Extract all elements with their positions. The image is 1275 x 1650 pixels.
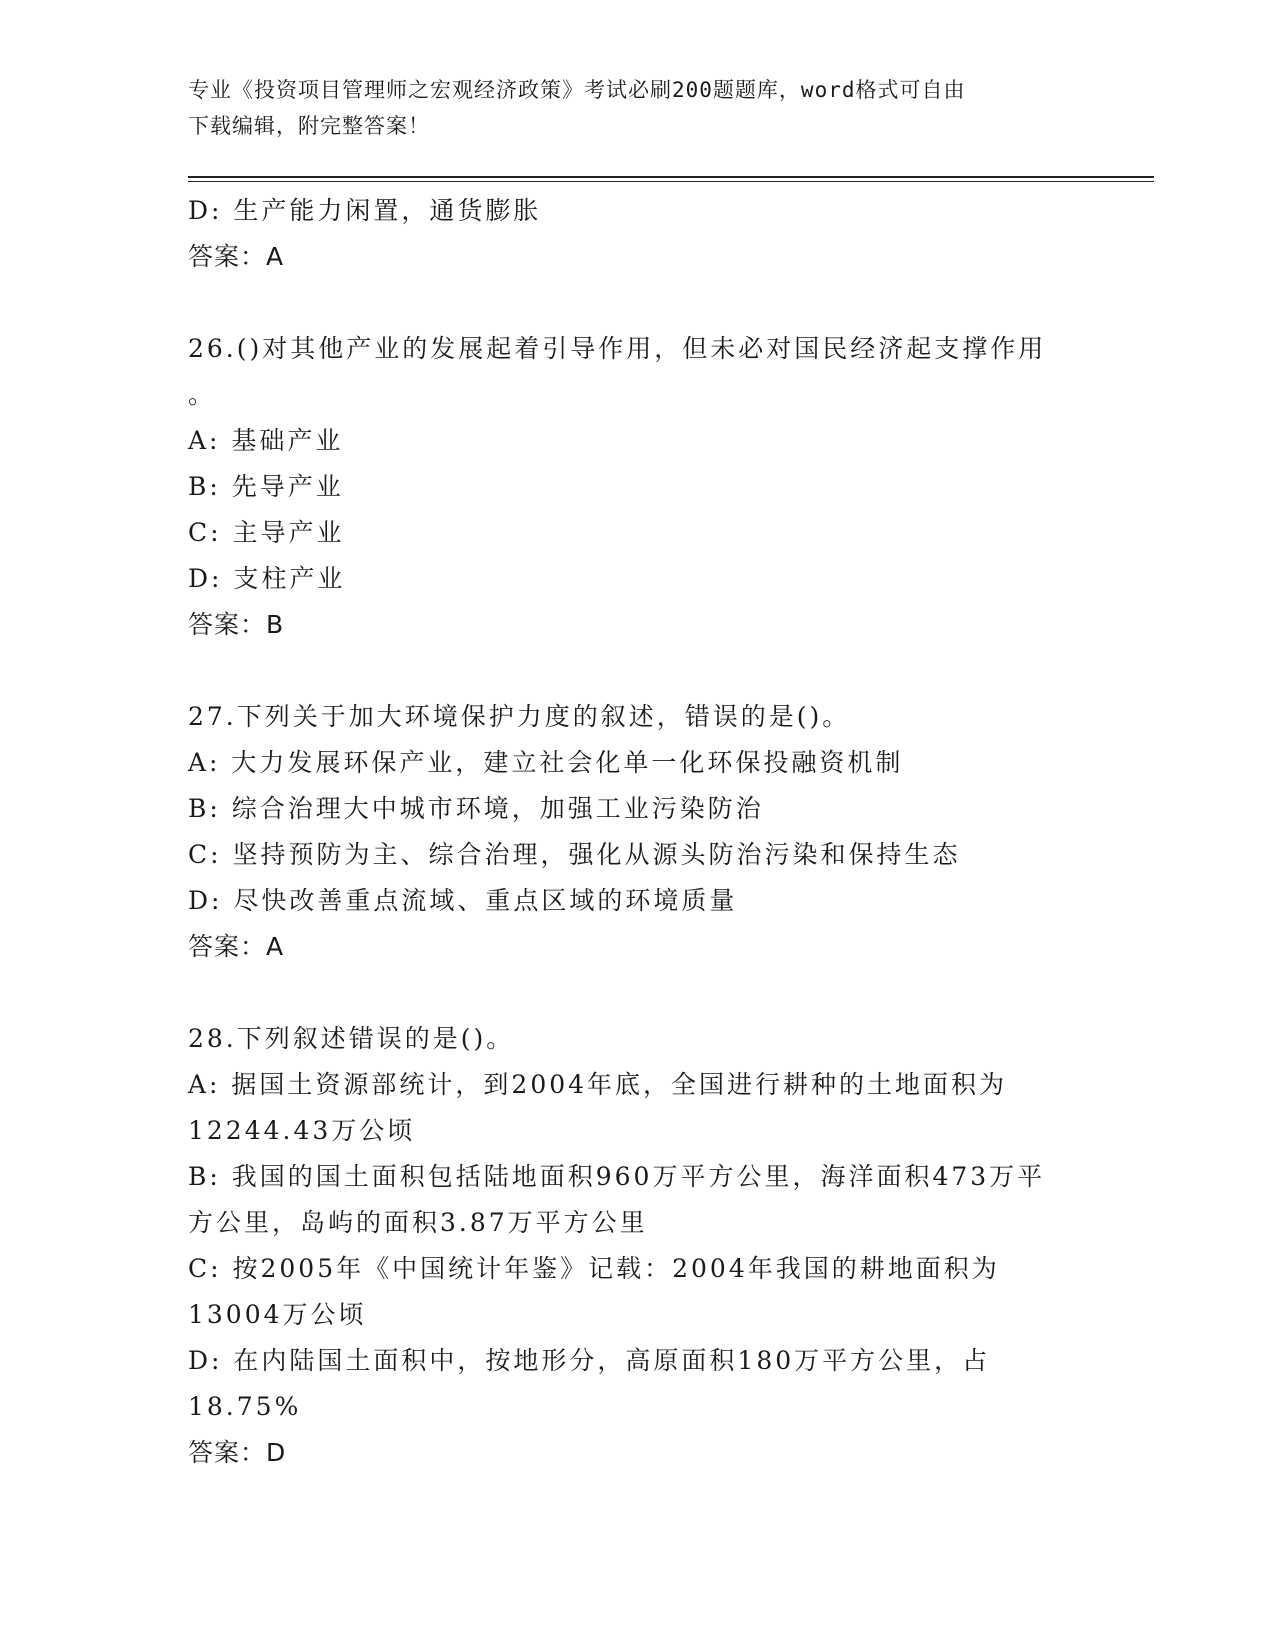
option-c-continuation: 13004万公顷 (188, 1300, 367, 1329)
option-a: A: 基础产业 (188, 426, 344, 455)
header-title-line-1: 专业《投资项目管理师之宏观经济政策》考试必刷200题题库，word格式可自由 (188, 78, 966, 102)
question-stem-continuation: 。 (188, 380, 217, 409)
spacer (188, 648, 1088, 694)
option-c: C: 主导产业 (188, 518, 345, 547)
question-26 (188, 326, 1088, 648)
option-d: D: 支柱产业 (188, 564, 346, 593)
question-stem: 28.下列叙述错误的是()。 (188, 1024, 515, 1053)
option-b: B: 先导产业 (188, 472, 344, 501)
question-content (188, 188, 1088, 1476)
option-d: D: 在内陆国土面积中，按地形分，高原面积180万平方公里，占 (188, 1346, 991, 1375)
option-c: C: 坚持预防为主、综合治理，强化从源头防治污染和保持生态 (188, 840, 961, 869)
question-stem: 27.下列关于加大环境保护力度的叙述，错误的是()。 (188, 702, 851, 731)
page-header (188, 72, 1088, 144)
option-b-continuation: 方公里，岛屿的面积3.87万平方公里 (188, 1208, 648, 1237)
spacer (188, 970, 1088, 1016)
answer-line: 答案：A (188, 242, 285, 271)
question-28 (188, 1016, 1088, 1476)
answer-line: 答案：B (188, 610, 285, 639)
option-d-continuation: 18.75% (188, 1392, 302, 1421)
option-a-continuation: 12244.43万公顷 (188, 1116, 416, 1145)
option-d: D: 尽快改善重点流域、重点区域的环境质量 (188, 886, 738, 915)
answer-line: 答案：D (188, 1438, 287, 1467)
option-d: D: 生产能力闲置，通货膨胀 (188, 196, 542, 225)
header-divider-thin (188, 181, 1154, 182)
option-b: B: 综合治理大中城市环境，加强工业污染防治 (188, 794, 764, 823)
spacer (188, 280, 1088, 326)
previous-question-tail (188, 188, 1088, 280)
header-title-line-2: 下载编辑，附完整答案！ (188, 114, 430, 138)
option-b: B: 我国的国土面积包括陆地面积960万平方公里，海洋面积473万平 (188, 1162, 1046, 1191)
option-a: A: 大力发展环保产业，建立社会化单一化环保投融资机制 (188, 748, 904, 777)
question-stem: 26.()对其他产业的发展起着引导作用，但未必对国民经济起支撑作用 (188, 334, 1047, 363)
option-a: A: 据国土资源部统计，到2004年底，全国进行耕种的土地面积为 (188, 1070, 1008, 1099)
question-27 (188, 694, 1088, 970)
header-divider-thick (188, 176, 1154, 178)
option-c: C: 按2005年《中国统计年鉴》记载：2004年我国的耕地面积为 (188, 1254, 1000, 1283)
answer-line: 答案：A (188, 932, 285, 961)
